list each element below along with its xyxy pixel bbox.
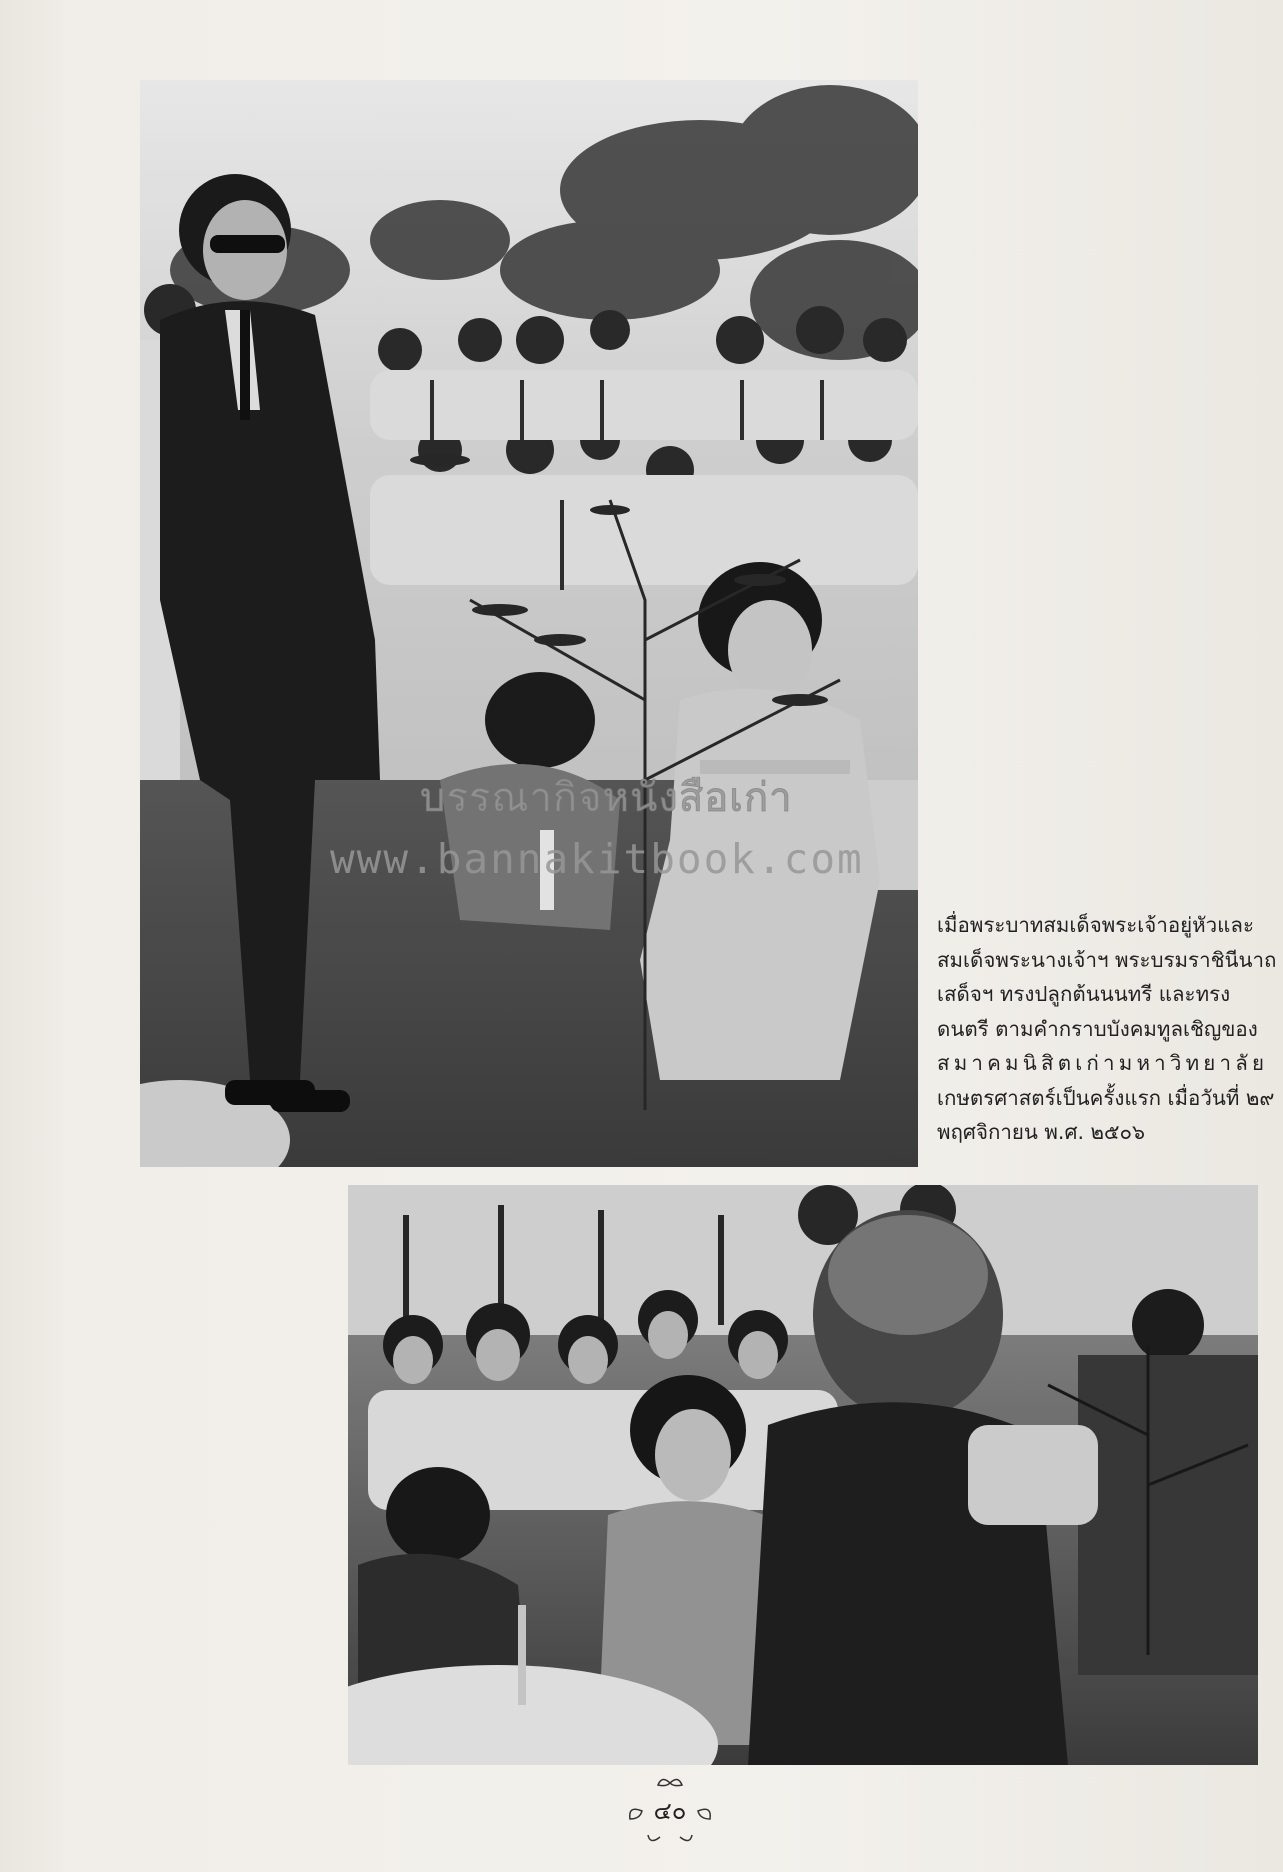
- caption-line-7: พฤศจิกายน พ.ศ. ๒๕๐๖: [937, 1120, 1146, 1144]
- caption-line-1: เมื่อพระบาทสมเด็จพระเจ้าอยู่หัวและ: [937, 913, 1254, 937]
- page-number: ๔๐: [653, 1797, 687, 1825]
- photo-top-illustration: [140, 80, 918, 1167]
- photo-bottom-illustration: [348, 1185, 1258, 1765]
- caption-line-6: เกษตรศาสตร์เป็นครั้งแรก เมื่อวันที่ ๒๙: [937, 1085, 1275, 1110]
- photo-tree-planting: [140, 80, 918, 1167]
- watermark-url: www.bannakitbook.com: [330, 835, 864, 883]
- caption-line-4: ดนตรี ตามคำกราบบังคมทูลเชิญของ: [937, 1016, 1258, 1041]
- photo-crowd-ceremony: [348, 1185, 1258, 1765]
- watermark-shop-name: บรรณากิจหนังสือเก่า: [420, 775, 793, 821]
- photo-caption: [937, 908, 1277, 1150]
- caption-line-5: สมาคมนิสิตเก่ามหาวิทยาลัย: [937, 1051, 1269, 1075]
- page-number-block: [620, 1775, 720, 1845]
- caption-line-2: สมเด็จพระนางเจ้าฯ พระบรมราชินีนาถ: [937, 947, 1277, 972]
- caption-line-3: เสด็จฯ ทรงปลูกต้นนนทรี และทรง: [937, 982, 1231, 1006]
